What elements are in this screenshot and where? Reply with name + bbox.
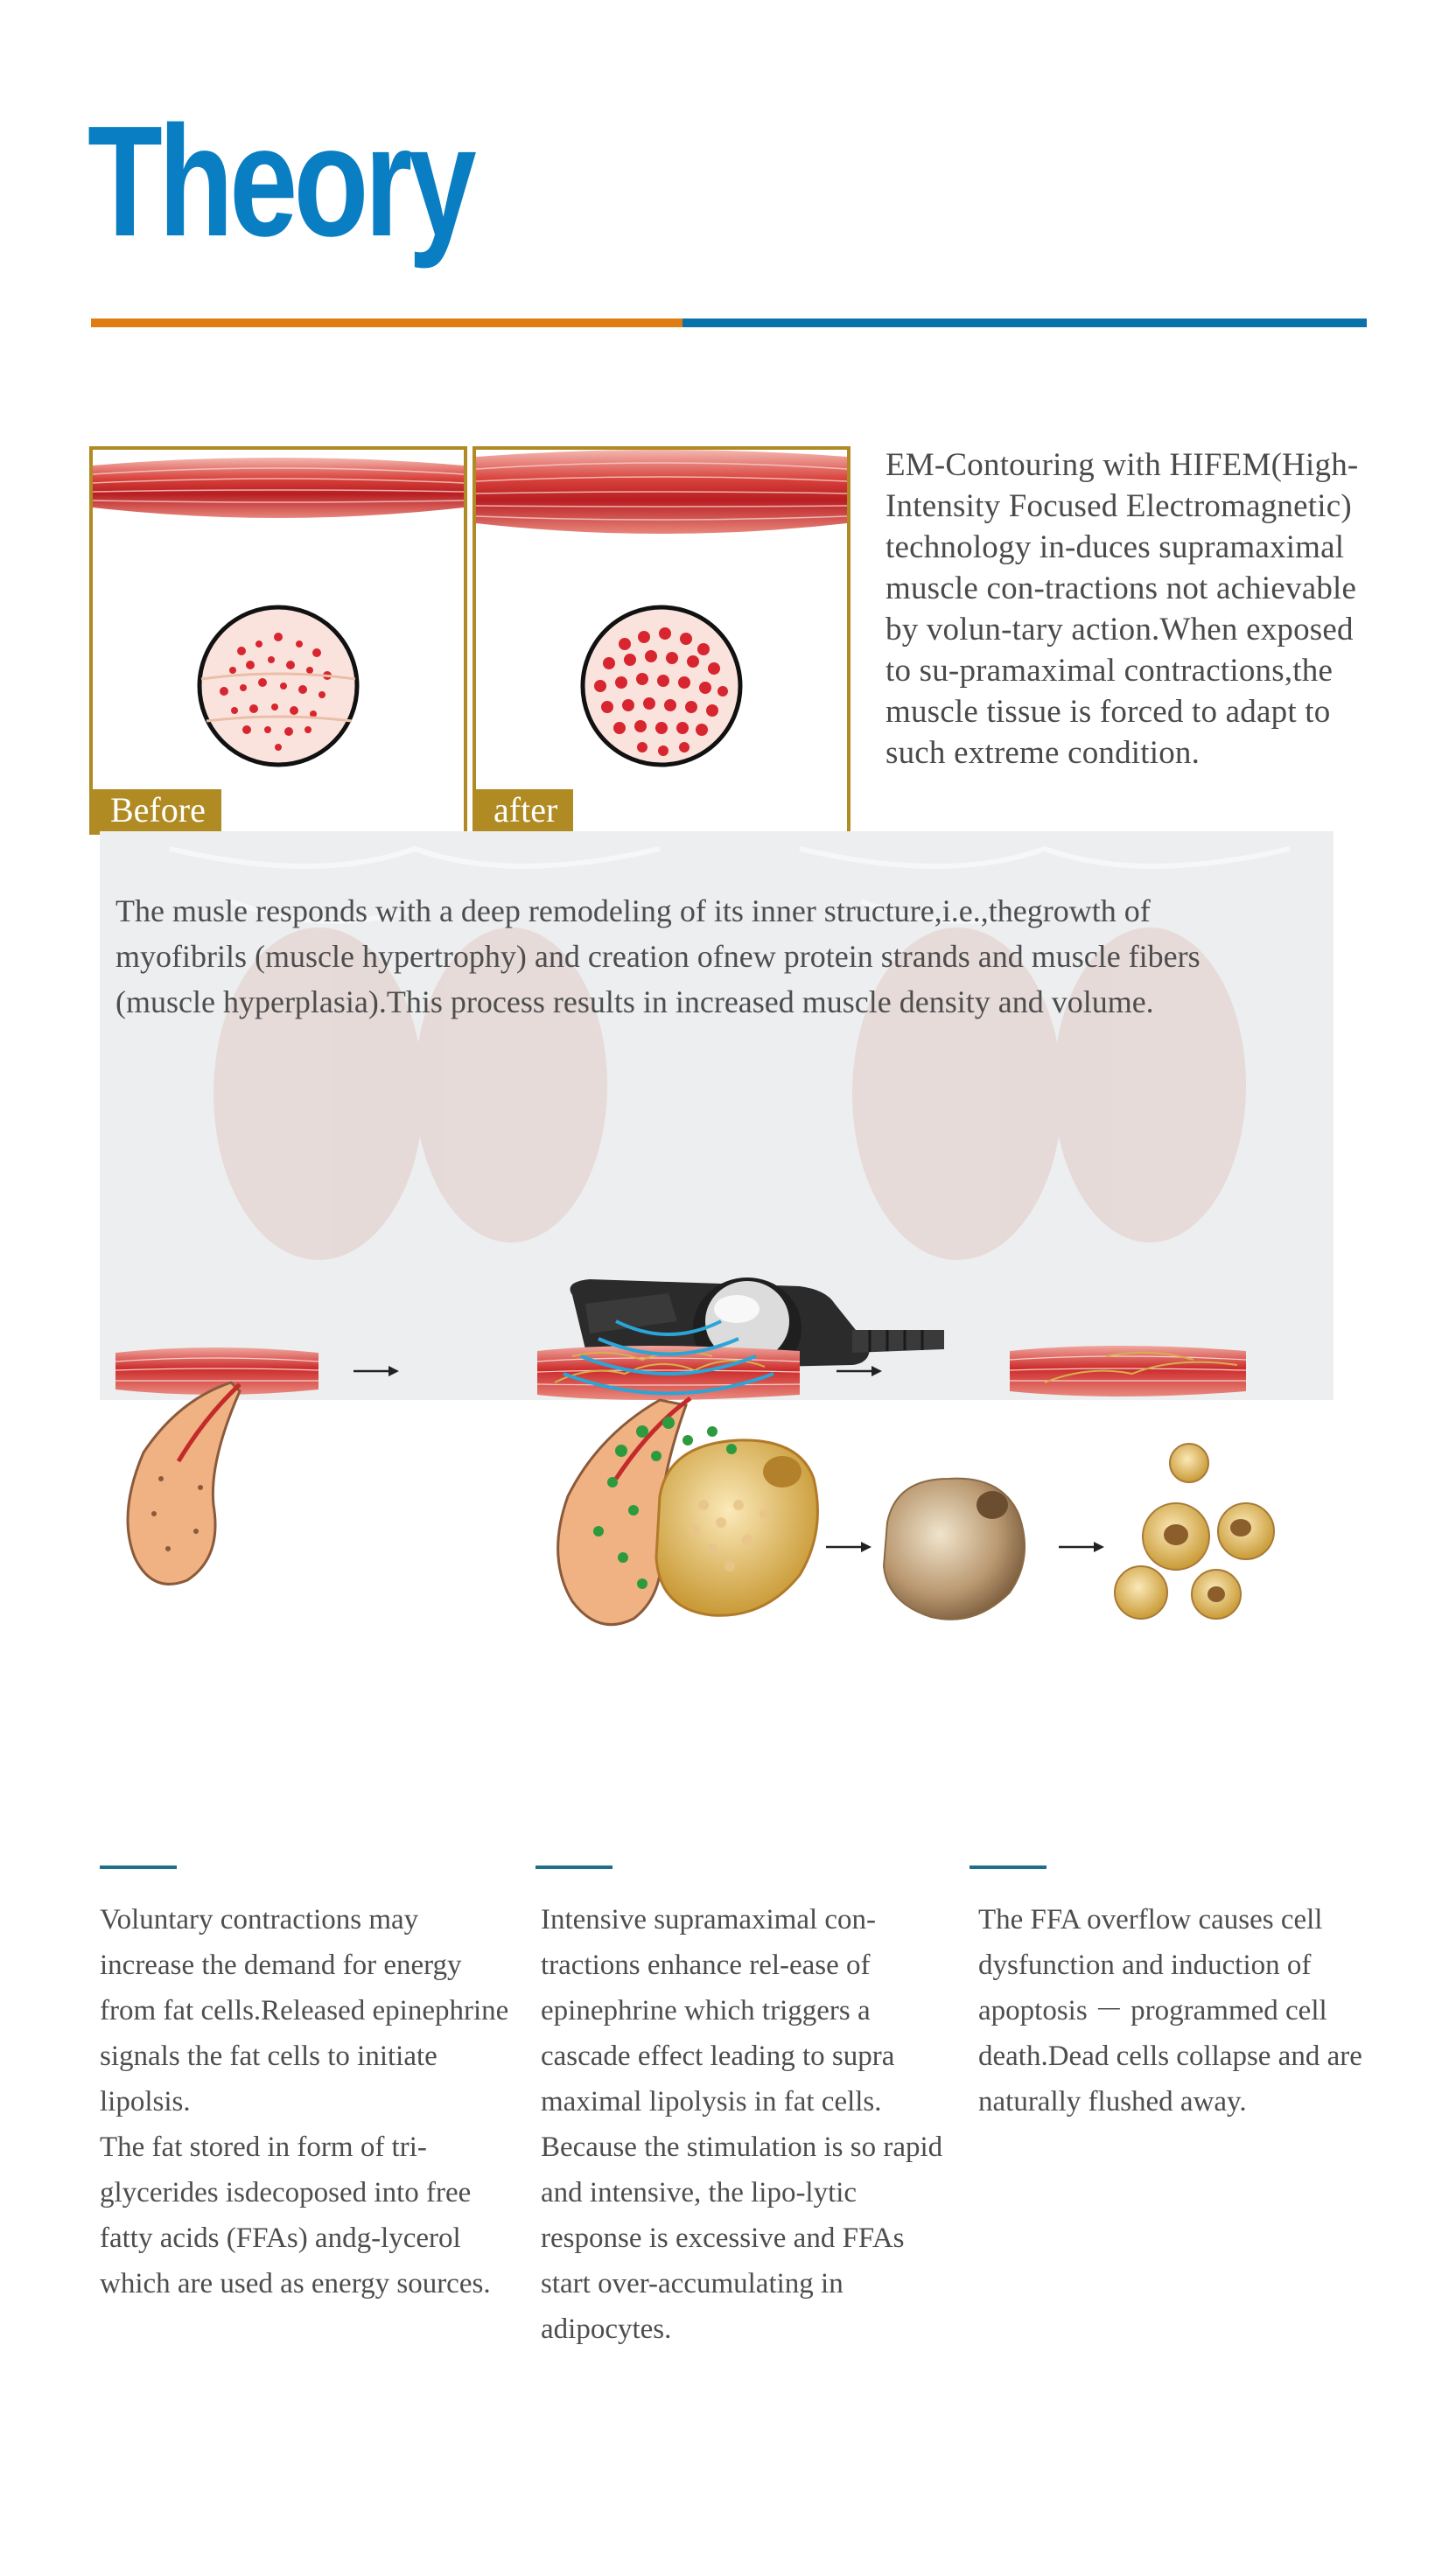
before-label: Before — [93, 789, 221, 831]
column-1-text — [100, 1897, 511, 2306]
column-1-paragraph-1: Voluntary contractions may increase the demand for energy from fat cells.Released epinephrine signals the fat cells to initiate lipolsis. — [100, 1904, 509, 2118]
remodel-paragraph: The musle responds with a deep remodeling of its inner structure,i.e.,thegrowth of myofibrils (muscle hypertrophy) and creation ofnew protein strands and muscle fibers (muscle hyperplasia).This process results in increased muscle density and volume. — [116, 893, 1200, 1019]
column-rule-1 — [100, 1866, 177, 1869]
column-2-text — [541, 1897, 943, 2352]
arrow-right-icon — [826, 1542, 872, 1552]
title-rule-orange — [91, 318, 682, 327]
column-rule-2 — [536, 1866, 612, 1869]
column-1-paragraph-2: The fat stored in form of tri-glycerides isdecoposed into free fatty acids (FFAs) andg-lycerol which are used as energy sources. — [100, 2132, 491, 2300]
column-rule-3 — [970, 1866, 1046, 1869]
column-3-paragraph-1: The FFA overflow causes cell dysfunction and induction of apoptosis － programmed cell death.Dead cells collapse and are naturally flushed away. — [978, 1904, 1362, 2118]
column-2-paragraph-2: Because the stimulation is so rapid and intensive, the lipo-lytic response is excessive and FFAs start over-accumulating in adipocytes. — [541, 2132, 943, 2345]
muscle-fiber-illustration — [93, 450, 464, 831]
after-panel — [472, 446, 850, 835]
muscle-fiber-illustration — [476, 450, 847, 831]
before-panel — [89, 446, 467, 835]
arrow-right-icon — [1059, 1542, 1104, 1552]
arrow-right-icon — [354, 1366, 399, 1376]
fat-cell-cross-section-icon — [583, 607, 740, 765]
muscle-fiber-illustration — [1010, 1346, 1246, 1396]
title-rule-blue — [682, 318, 1367, 327]
fat-cell-cross-section-icon — [200, 607, 357, 765]
column-3-text — [978, 1897, 1381, 2124]
after-label: after — [476, 789, 573, 831]
intro-paragraph: EM-Contouring with HIFEM(High-Intensity Focused Electromagnetic) technology in-duces supramaximal muscle con-tractions not achievable by volun-tary action.When exposed to su-pramaximal contractions,the muscle tissue is forced to adapt to such extreme condition. — [886, 447, 1359, 771]
column-2-paragraph-1: Intensive supramaximal con-tractions enhance rel-ease of epinephrine which triggers a cascade effect leading to supra maximal lipolysis in fat cells. — [541, 1904, 895, 2118]
fat-cell-illustration — [884, 1479, 1025, 1620]
blood-vessel-illustration — [128, 1382, 240, 1584]
page-title: Theory — [88, 94, 473, 270]
fat-cell-fragments-illustration — [1115, 1444, 1274, 1619]
arrow-right-icon — [836, 1366, 882, 1376]
process-diagram — [100, 1269, 1351, 1829]
